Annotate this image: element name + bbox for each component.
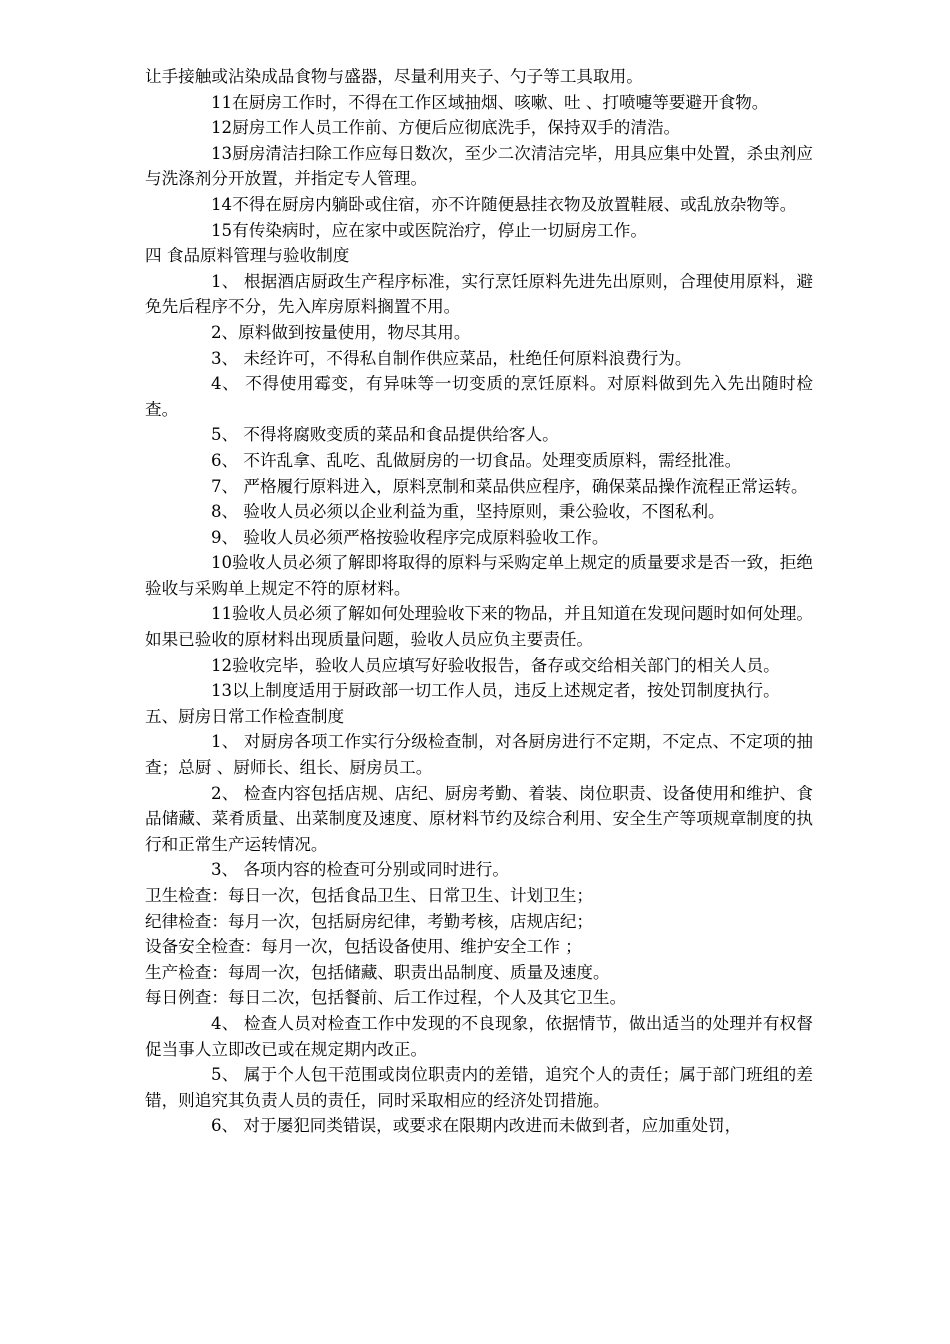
- paragraph: 5、 不得将腐败变质的菜品和食品提供给客人。: [211, 425, 559, 445]
- paragraph: 4、 检查人员对检查工作中发现的不良现象，依据情节，做出适当的处理并有权督促当事人立即改已或在规定期内改正。: [145, 1013, 813, 1059]
- paragraph: 12验收完毕，验收人员应填写好验收报告，备存或交给相关部门的相关人员。: [211, 655, 780, 675]
- paragraph: 让手接触或沾染成品食物与盛器，尽量利用夹子、勺子等工具取用。: [145, 67, 643, 86]
- paragraph: 7、 严格履行原料进入，原料烹制和菜品供应程序，确保菜品操作流程正常运转。: [211, 476, 808, 496]
- paragraph: 11在厨房工作时，不得在工作区域抽烟、咳嗽、吐 、打喷嚏等要避开食物。: [211, 92, 769, 112]
- paragraph: 14不得在厨房内躺卧或住宿，亦不许随便悬挂衣物及放置鞋屐、或乱放杂物等。: [211, 194, 797, 214]
- paragraph: 15有传染病时，应在家中或医院治疗，停止一切厨房工作。: [211, 220, 647, 240]
- paragraph: 1、 对厨房各项工作实行分级检查制，对各厨房进行不定期，不定点、不定项的抽查；总厨 、厨师长、组长、厨房员工。: [145, 732, 813, 778]
- paragraph: 2、 检查内容包括店规、店纪、厨房考勤、着装、岗位职责、设备使用和维护、食品储藏、菜肴质量、出菜制度及速度、原材料节约及综合利用、安全生产等项规章制度的执行和正常生产运转情况。: [145, 783, 813, 854]
- paragraph: 6、 对于屡犯同类错误，或要求在限期内改进而未做到者，应加重处罚，: [211, 1116, 742, 1136]
- paragraph: 13厨房清洁扫除工作应每日数次，至少二次清洁完毕，用具应集中处置，杀虫剂应与洗涤剂分开放置，并指定专人管理。: [145, 143, 813, 189]
- paragraph: 8、 验收人员必须以企业利益为重，坚持原则，秉公验收，不图私利。: [211, 502, 725, 522]
- inspection-item: 每日例查：每日二次，包括餐前、后工作过程，个人及其它卫生。: [145, 988, 627, 1008]
- paragraph: 3、 未经许可，不得私自制作供应菜品，杜绝任何原料浪费行为。: [211, 348, 692, 368]
- document-page: [145, 64, 813, 1139]
- paragraph: 4、 不得使用霉变，有异味等一切变质的烹饪原料。对原料做到先入先出随时检查。: [145, 374, 813, 419]
- paragraph: 2、原料做到按量使用，物尽其用。: [211, 322, 471, 342]
- paragraph: 9、 验收人员必须严格按验收程序完成原料验收工作。: [211, 527, 609, 547]
- paragraph: 10验收人员必须了解即将取得的原料与采购定单上规定的质量要求是否一致，拒绝验收与采购单上规定不符的原材料。: [145, 553, 813, 598]
- inspection-item: 生产检查：每周一次，包括储藏、职责出品制度、质量及速度。: [145, 962, 610, 982]
- paragraph: 6、 不许乱拿、乱吃、乱做厨房的一切食品。处理变质原料，需经批准。: [211, 450, 742, 470]
- inspection-item: 卫生检查：每日一次，包括食品卫生、日常卫生、计划卫生；: [145, 886, 594, 905]
- section-heading: 四 食品原料管理与验收制度: [145, 246, 350, 266]
- inspection-item: 设备安全检查：每月一次，包括设备使用、维护安全工作 ；: [145, 937, 582, 957]
- inspection-item: 纪律检查：每月一次，包括厨房纪律，考勤考核，店规店纪；: [145, 911, 594, 931]
- paragraph: 5、 属于个人包干范围或岗位职责内的差错，追究个人的责任；属于部门班组的差错，则追究其负责人员的责任，同时采取相应的经济处罚措施。: [145, 1065, 813, 1110]
- paragraph: 3、 各项内容的检查可分别或同时进行。: [211, 860, 509, 880]
- paragraph: 12厨房工作人员工作前、方便后应彻底洗手，保持双手的清浩。: [211, 118, 681, 138]
- section-heading: 五、厨房日常工作检查制度: [145, 706, 345, 726]
- paragraph: 1、 根据酒店厨政生产程序标准，实行烹饪原料先进先出原则，合理使用原料，避免先后程序不分，先入库房原料搁置不用。: [145, 271, 813, 317]
- paragraph: 11验收人员必须了解如何处理验收下来的物品，并且知道在发现问题时如何处理。如果已验收的原材料出现质量问题，验收人员应负主要责任。: [145, 604, 813, 650]
- paragraph: 13以上制度适用于厨政部一切工作人员，违反上述规定者，按处罚制度执行。: [211, 681, 780, 701]
